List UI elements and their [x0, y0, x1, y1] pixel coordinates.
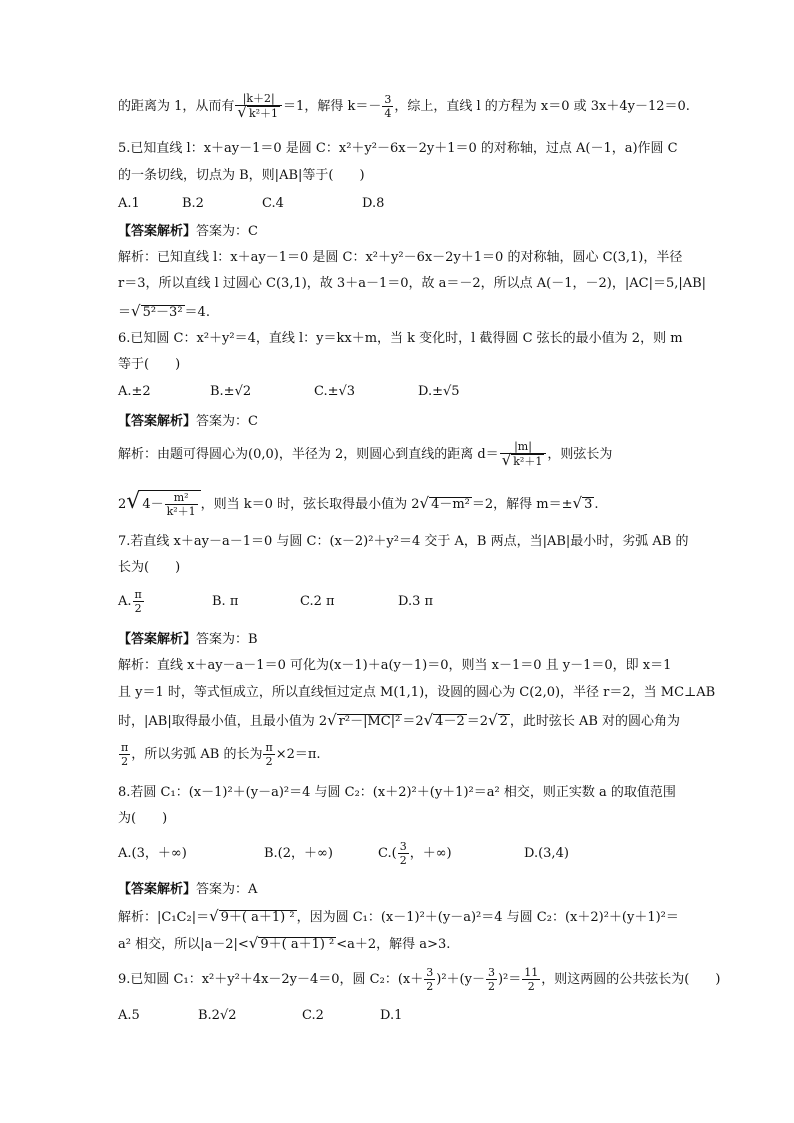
fraction: [382, 93, 393, 120]
solution-7-line-2: 且 y＝1 时，等式恒成立，所以直线恒过定点 M(1,1)，设圆的圆心为 C(2,0)，半径 r＝2，当 MC⊥AB: [118, 685, 716, 700]
radicand: 4－m²: [431, 497, 470, 512]
answer-5: [118, 222, 258, 242]
answer-heading: 【答案解析】: [118, 632, 197, 647]
answer-value: 答案为：C: [196, 224, 258, 239]
question-6-line-1: 6.已知圆 C：x²＋y²＝4，直线 l：y＝kx＋m，当 k 变化时，l 截得圆 C 弦长的最小值为 2，则 m: [118, 331, 683, 346]
text-segment: ，此时弦长 AB 对的圆心角为: [509, 714, 681, 729]
radicand: 9＋( a＋1) ²: [260, 937, 335, 952]
option-a: A.1: [118, 196, 140, 211]
radicand: 5²－3²: [142, 305, 183, 320]
text-segment: )²＝: [497, 972, 522, 987]
fraction-numerator: π: [121, 741, 129, 754]
text-segment: ＝1，解得 k＝－: [283, 99, 382, 114]
option-b: B.2: [182, 196, 204, 211]
solution-6-line-1: [118, 440, 612, 470]
text-segment: ，则当 k＝0 时，弦长取得最小值为 2: [200, 497, 420, 512]
text-segment: 解析：|C₁C₂|＝: [118, 910, 210, 925]
option-b: B.±√2: [210, 384, 252, 399]
question-7-line-1: 7.若直线 x＋ay－a－1＝0 与圆 C：(x－2)²＋y²＝4 交于 A，B 两点，当|AB|最小时，劣弧 AB 的: [118, 534, 689, 549]
text-segment: ＝2，解得 m＝±: [471, 497, 573, 512]
radicand: k²＋1: [248, 107, 279, 120]
option-c: C.2: [302, 1008, 324, 1023]
fraction-numerator: 3: [399, 840, 407, 853]
text-segment: )²＋(y－: [436, 972, 485, 987]
option-a: A.(3，＋∞): [118, 846, 187, 861]
text-segment: 的距离为 1，从而有: [118, 99, 235, 114]
text-segment: <a＋2，解得 a>3.: [336, 937, 451, 952]
option-b: B. π: [212, 594, 239, 609]
continuation-line: [118, 92, 690, 121]
text-segment: ×2＝π.: [275, 747, 321, 762]
text-segment: 2: [118, 497, 127, 512]
answer-value: 答案为：A: [196, 882, 258, 897]
fraction-numerator: 3: [384, 93, 392, 106]
radicand: 3: [584, 497, 593, 512]
answer-heading: 【答案解析】: [118, 224, 197, 239]
question-7-line-2: 长为( ): [118, 560, 181, 575]
solution-5-line-1: 解析：已知直线 l：x＋ay－1＝0 是圆 C：x²＋y²－6x－2y＋1＝0 的对称轴，圆心 C(3,1)，半径: [118, 250, 683, 265]
fraction: [263, 741, 274, 768]
radicand: 2: [499, 714, 508, 729]
fraction-denominator: 2: [121, 755, 129, 768]
radicand: k²＋1: [513, 455, 543, 468]
question-9-options: [118, 1008, 402, 1023]
question-8-line-2: 为( ): [118, 811, 168, 826]
question-5-options: [118, 196, 384, 211]
text-segment: ，综上，直线 l 的方程为 x＝0 或 3x＋4y－12＝0.: [394, 99, 690, 114]
fraction: [119, 741, 130, 768]
fraction-denominator: 2: [426, 980, 434, 993]
text-segment: 解析：由题可得圆心为(0,0)，半径为 2，则圆心到直线的距离 d＝: [118, 447, 499, 462]
solution-7-line-1: 解析：直线 x＋ay－a－1＝0 可化为(x－1)＋a(y－1)＝0，则当 x－1＝0 且 y－1＝0，即 x＝1: [118, 658, 672, 673]
answer-6: [118, 412, 258, 432]
option-a: A.5: [118, 1008, 140, 1023]
text-segment: ，则弦长为: [547, 447, 613, 462]
text-segment: ＝: [118, 305, 132, 320]
fraction-denominator: k²＋1: [166, 505, 196, 518]
text-segment: a² 相交，所以|a－2|<: [118, 937, 249, 952]
solution-6-line-2: 2√ 4－ $\frac{\text{m²}}{\text{k²＋1}}$ ，则当 k＝0 时，弦长取得最小值为 2√ 4－m² ＝2，解得 m＝±√ 3 .: [118, 489, 599, 518]
text-segment: ＝2: [402, 714, 424, 729]
fraction-numerator: 11: [524, 966, 539, 979]
answer-heading: 【答案解析】: [118, 414, 197, 429]
option-d: D.3 π: [398, 594, 434, 609]
fraction-numerator: π: [265, 741, 273, 754]
fraction-denominator: √ k²＋1: [237, 103, 279, 121]
option-a: A. $\frac{\pi}{2}$: [118, 588, 142, 615]
text-segment: .: [594, 497, 599, 512]
solution-7-line-4: [118, 738, 321, 772]
fraction-denominator: √ k²＋1: [501, 451, 543, 469]
solution-7-line-3: 时，|AB|取得最小值，且最小值为 2√ r²－|MC|² ＝2√ 4－2 ＝2√ 2 ，此时弦长 AB 对的圆心角为: [118, 711, 681, 729]
option-b: B.(2，＋∞): [264, 846, 333, 861]
option-d: D.8: [362, 196, 385, 211]
fraction-denominator: 2: [134, 602, 142, 615]
text-segment: 时，|AB|取得最小值，且最小值为 2: [118, 714, 328, 729]
fraction: [165, 491, 198, 518]
question-6-line-2: 等于( ): [118, 357, 181, 372]
fraction: [522, 966, 540, 993]
text-segment: ＝2: [466, 714, 488, 729]
fraction-numerator: m²: [165, 491, 198, 505]
solution-8-line-1: 解析：|C₁C₂|＝√ 9＋( a＋1) ² ，因为圆 C₁：(x－1)²＋(y－a)²＝4 与圆 C₂：(x＋2)²＋(y＋1)²＝: [118, 907, 679, 925]
option-d: D.1: [380, 1008, 403, 1023]
solution-5-line-2: r＝3，所以直线 l 过圆心 C(3,1)，故 3＋a－1＝0，故 a＝－2，所以点 A(－1，－2)，|AC|＝5,|AB|: [118, 276, 707, 291]
solution-8-line-2: a² 相交，所以|a－2|<√ 9＋( a＋1) ² <a＋2，解得 a>3.: [118, 934, 451, 952]
question-6-options: [118, 384, 460, 399]
fraction: [235, 92, 282, 121]
question-8-options: [118, 840, 569, 867]
fraction-denominator: 2: [265, 755, 273, 768]
text-segment: ＝4.: [184, 305, 210, 320]
fraction: [500, 440, 547, 469]
fraction-numerator: |m|: [500, 440, 547, 454]
question-5-line-1: 5.已知直线 l：x＋ay－1＝0 是圆 C：x²＋y²－6x－2y＋1＝0 的对称轴，过点 A(－1，a)作圆 C: [118, 141, 678, 156]
option-c: C.2 π: [300, 594, 335, 609]
question-8-line-1: 8.若圆 C₁：(x－1)²＋(y－a)²＝4 与圆 C₂：(x＋2)²＋(y＋1)²＝a² 相交，则正实数 a 的取值范围: [118, 785, 676, 800]
fraction-numerator: 3: [487, 966, 495, 979]
question-7-options: [118, 588, 433, 615]
option-a: A.±2: [118, 384, 151, 399]
option-d: D.±√5: [418, 384, 460, 399]
fraction: [133, 588, 144, 615]
radicand: [140, 490, 200, 518]
fraction-numerator: 3: [426, 966, 434, 979]
option-c: C.( $\frac{3}{2}$ ，＋∞): [378, 840, 452, 867]
radicand: r²－|MC|²: [338, 714, 401, 729]
text-segment: ，则这两圆的公共弦长为( ): [541, 972, 721, 987]
question-5-line-2: 的一条切线，切点为 B，则|AB|等于( ): [118, 168, 365, 183]
answer-8: [118, 880, 257, 900]
fraction: [424, 966, 435, 993]
fraction-denominator: 2: [487, 980, 495, 993]
solution-5-line-3: ＝√ 5²－3² ＝4.: [118, 302, 210, 320]
option-d: D.(3,4): [524, 846, 569, 861]
text-segment: 4－: [142, 497, 164, 512]
text-segment: ，因为圆 C₁：(x－1)²＋(y－a)²＝4 与圆 C₂：(x＋2)²＋(y＋1)²＝: [296, 910, 679, 925]
radicand: 4－2: [435, 714, 465, 729]
fraction-denominator: 2: [399, 854, 407, 867]
fraction-denominator: 2: [527, 980, 535, 993]
fraction-denominator: 4: [384, 107, 392, 120]
option-b: B.2√2: [198, 1008, 237, 1023]
answer-heading: 【答案解析】: [118, 882, 197, 897]
fraction: [486, 966, 497, 993]
fraction: [398, 840, 409, 867]
text-segment: ，所以劣弧 AB 的长为: [131, 747, 263, 762]
fraction-numerator: π: [134, 588, 142, 601]
text-segment: 9.已知圆 C₁：x²＋y²＋4x－2y－4＝0，圆 C₂：(x＋: [118, 972, 424, 987]
answer-value: 答案为：C: [196, 414, 258, 429]
answer-7: [118, 630, 258, 650]
answer-value: 答案为：B: [196, 632, 258, 647]
radicand: 9＋( a＋1) ²: [220, 910, 295, 925]
question-9-line-1: [118, 963, 720, 997]
fraction-numerator: |k＋2|: [235, 92, 282, 106]
option-c: C.±√3: [314, 384, 356, 399]
option-c: C.4: [262, 196, 284, 211]
